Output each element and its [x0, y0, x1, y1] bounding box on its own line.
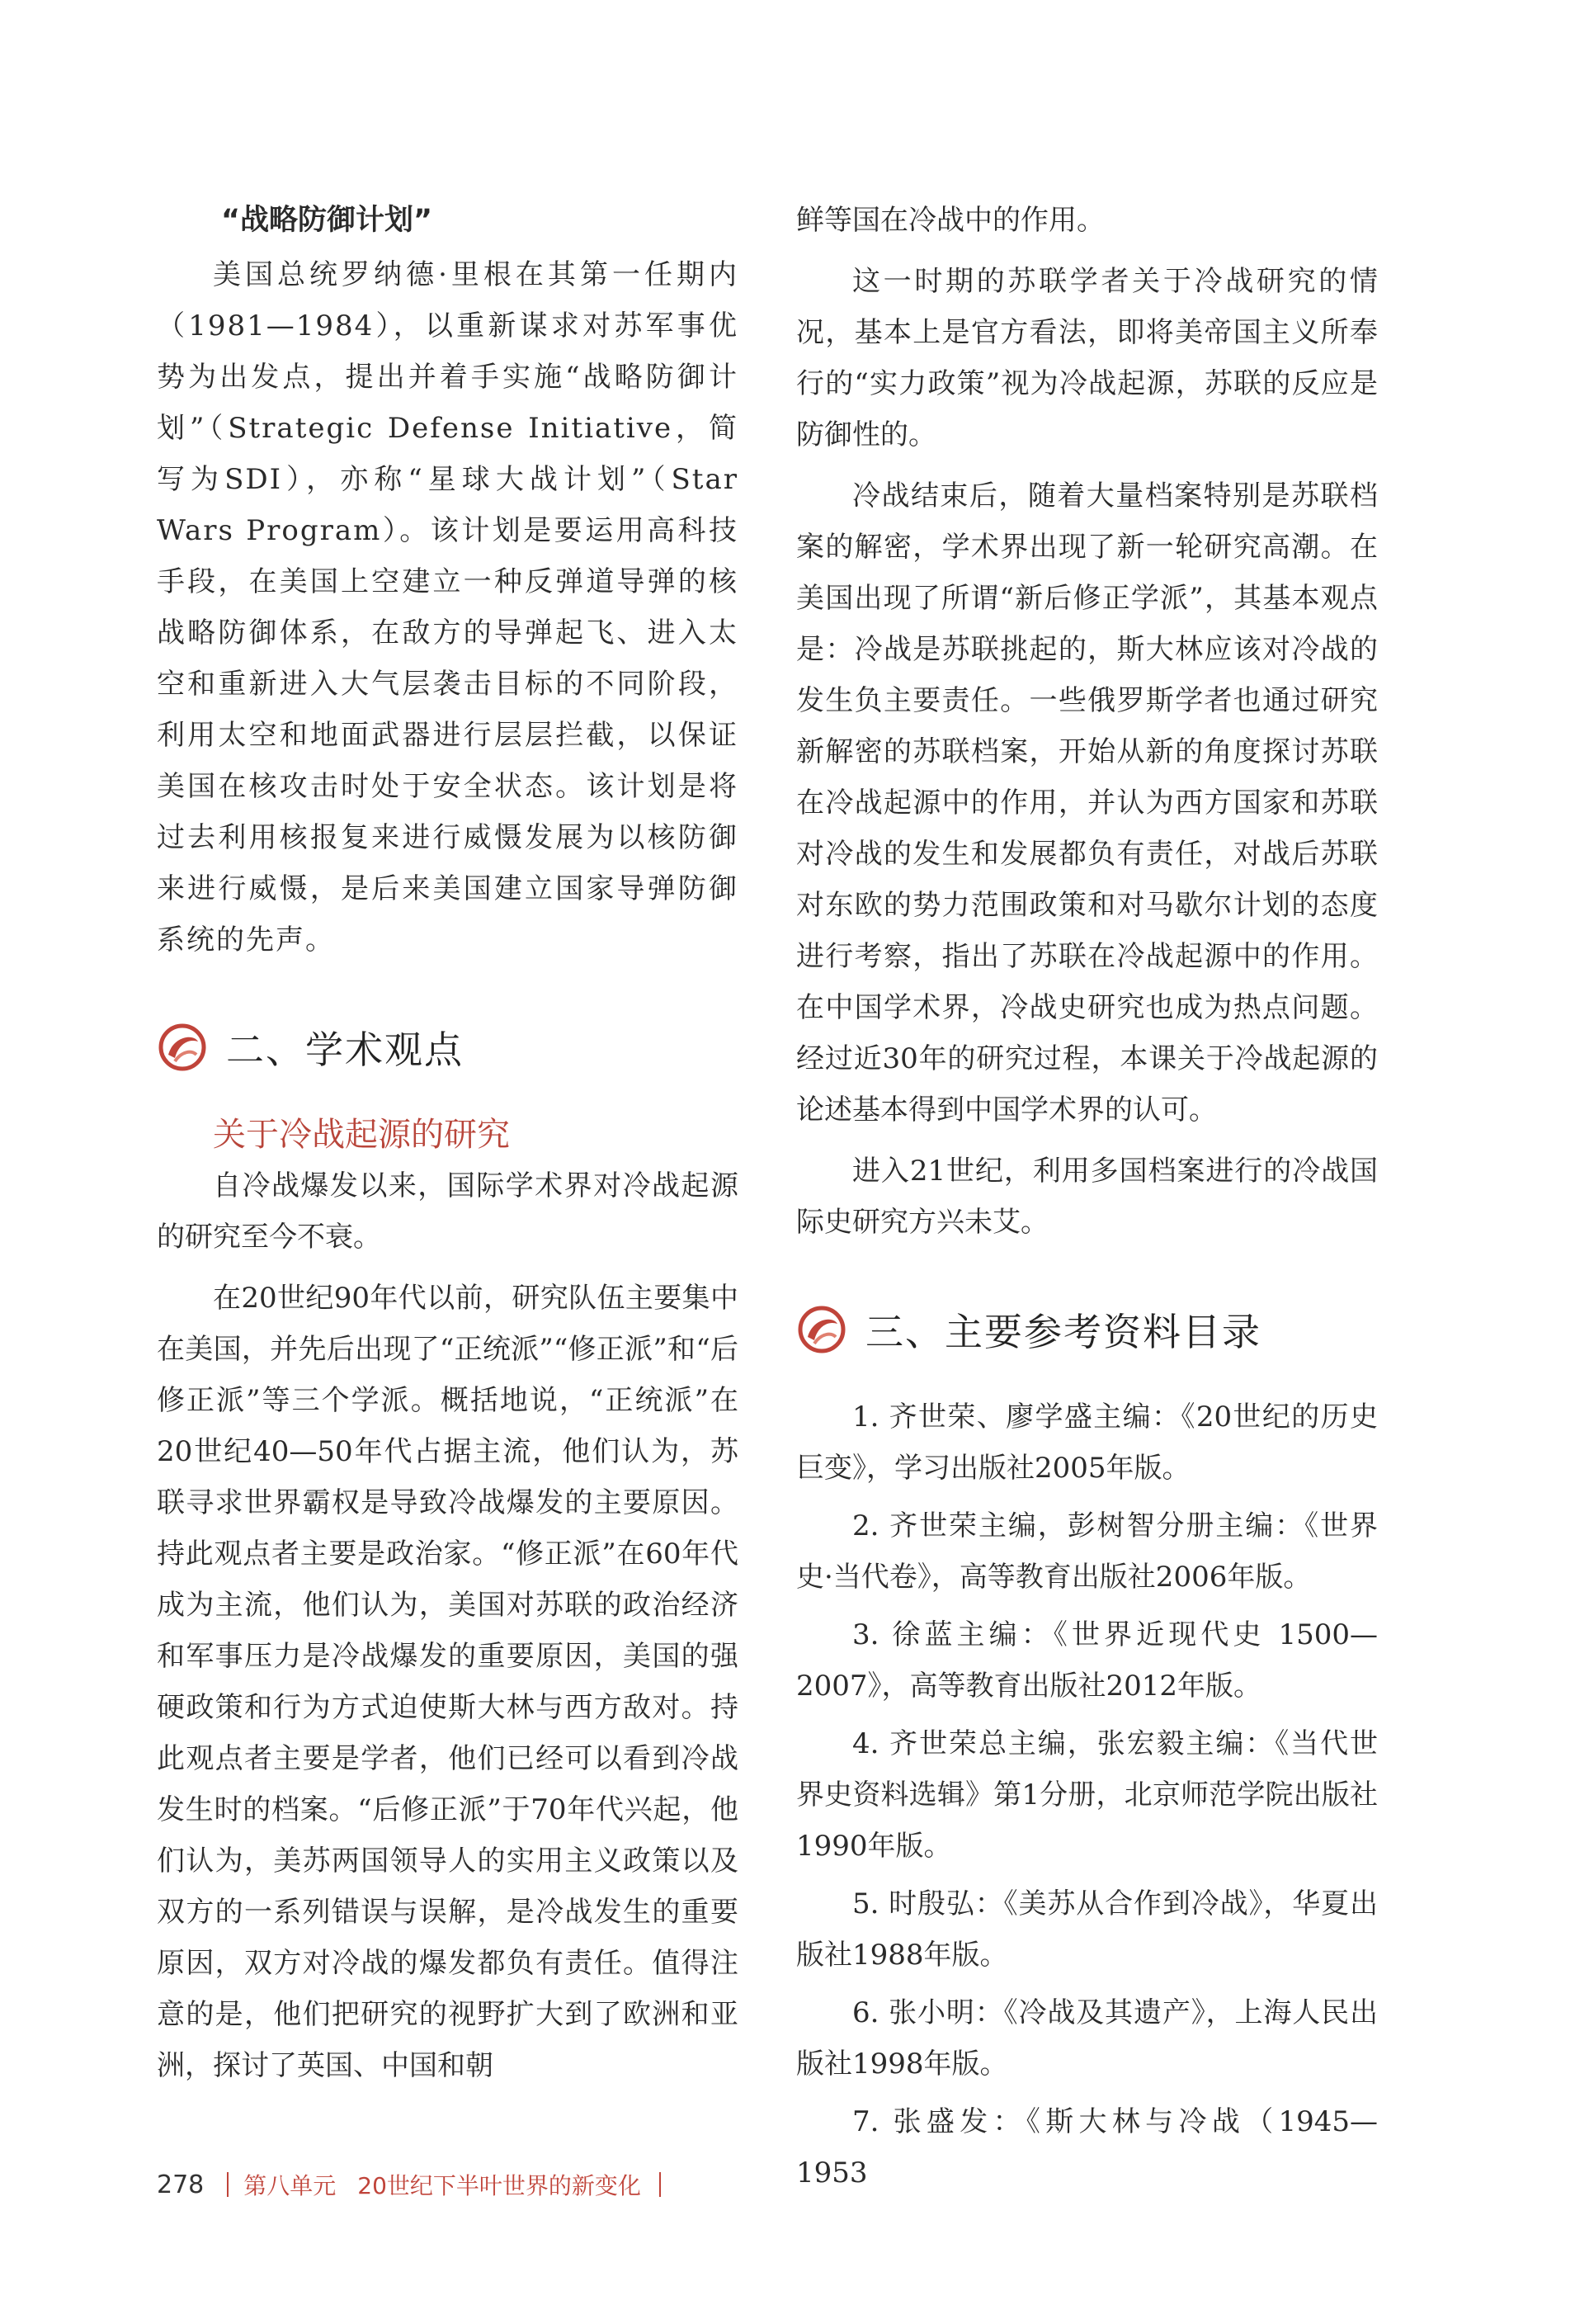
section-title: 二、学术观点	[226, 1027, 464, 1072]
unit-label: 第八单元	[243, 2172, 337, 2199]
section-academic-views	[157, 1018, 738, 1076]
reference-item: 3. 徐蓝主编：《世界近现代史 1500—2007》，高等教育出版社2012年版。	[796, 1618, 1378, 1703]
paragraph: 在20世纪90年代以前，研究队伍主要集中在美国，并先后出现了“正统派”“修正派”和“后修正派”等三个学派。概括地说，“正统派”在20世纪40—50年代占据主流，他们认为，苏联寻求世界霸权是导致冷战爆发的主要原因。持此观点者主要是政治家。“修正派”在60年代成为主流，他们认为，美国对苏联的政治经济和军事压力是冷战爆发的重要原因，美国的强硬政策和行为方式迫使斯大林与西方敌对。持此观点者主要是学者，他们已经可以看到冷战发生时的档案。“后修正派”于70年代兴起，他们认为，美苏两国领导人的实用主义政策以及双方的一系列错误与误解，是冷战发生的重要原因，双方对冷战的爆发都负有责任。值得注意的是，他们把研究的视野扩大到了欧洲和亚洲，探讨了英国、中国和朝	[157, 1282, 738, 2082]
paragraph: 这一时期的苏联学者关于冷战研究的情况，基本上是官方看法，即将美帝国主义所奉行的“实力政策”视为冷战起源，苏联的反应是防御性的。	[796, 265, 1378, 451]
section-title: 三、主要参考资料目录	[865, 1310, 1261, 1354]
sdi-heading: “战略防御计划”	[221, 204, 433, 237]
page-number: 278	[157, 2170, 205, 2199]
paragraph: 冷战结束后，随着大量档案特别是苏联档案的解密，学术界出现了新一轮研究高潮。在美国出现了所谓“新后修正学派”，其基本观点是：冷战是苏联挑起的，斯大林应该对冷战的发生负主要责任。一些俄罗斯学者也通过研究新解密的苏联档案，开始从新的角度探讨苏联在冷战起源中的作用，并认为西方国家和苏联对冷战的发生和发展都负有责任，对战后苏联对东欧的势力范围政策和对马歇尔计划的态度进行考察，指出了苏联在冷战起源中的作用。在中国学术界，冷战史研究也成为热点问题。经过近30年的研究过程，本课关于冷战起源的论述基本得到中国学术界的认可。	[796, 479, 1378, 1127]
reference-item: 7. 张盛发：《斯大林与冷战（1945—1953	[796, 2105, 1378, 2189]
reference-item: 6. 张小明：《冷战及其遗产》，上海人民出版社1998年版。	[796, 1996, 1378, 2081]
reference-item: 5. 时殷弘：《美苏从合作到冷战》，华夏出版社1988年版。	[796, 1887, 1378, 1972]
swirl-section-icon	[796, 1304, 847, 1355]
sdi-paragraph: 美国总统罗纳德·里根在其第一任期内（1981—1984），以重新谋求对苏军事优势为出发点，提出并着手实施“战略防御计划”（Strategic Defense Initiative，简写为SDI），亦称“星球大战计划”（Star Wars Program）。该计划是要运用高科技手段，在美国上空建立一种反弹道导弹的核战略防御体系，在敌方的导弹起飞、进入太空和重新进入大气层袭击目标的不同阶段，利用太空和地面武器进行层层拦截，以保证美国在核攻击时处于安全状态。该计划是将过去利用核报复来进行威慑发展为以核防御来进行威慑，是后来美国建立国家导弹防御系统的先声。	[157, 258, 738, 957]
right-column	[796, 195, 1378, 2205]
footer-divider	[659, 2172, 661, 2197]
paragraph-continuation: 鲜等国在冷战中的作用。	[796, 204, 1105, 237]
reference-item: 1. 齐世荣、廖学盛主编：《20世纪的历史巨变》，学习出版社2005年版。	[796, 1401, 1378, 1485]
unit-title: 20世纪下半叶世界的新变化	[357, 2172, 641, 2199]
page-footer	[157, 2164, 661, 2205]
footer-divider	[227, 2172, 229, 2197]
reference-item: 2. 齐世荣主编，彭树智分册主编：《世界史·当代卷》，高等教育出版社2006年版。	[796, 1509, 1378, 1594]
paragraph: 自冷战爆发以来，国际学术界对冷战起源的研究至今不衰。	[157, 1169, 738, 1254]
swirl-section-icon	[157, 1022, 208, 1073]
paragraph: 进入21世纪，利用多国档案进行的冷战国际史研究方兴未艾。	[796, 1155, 1378, 1239]
reference-item: 4. 齐世荣总主编，张宏毅主编：《当代世界史资料选辑》第1分册，北京师范学院出版社1990年版。	[796, 1727, 1378, 1863]
topic-title: 关于冷战起源的研究	[213, 1116, 510, 1154]
section-references	[796, 1301, 1378, 1358]
left-column	[157, 195, 738, 2101]
